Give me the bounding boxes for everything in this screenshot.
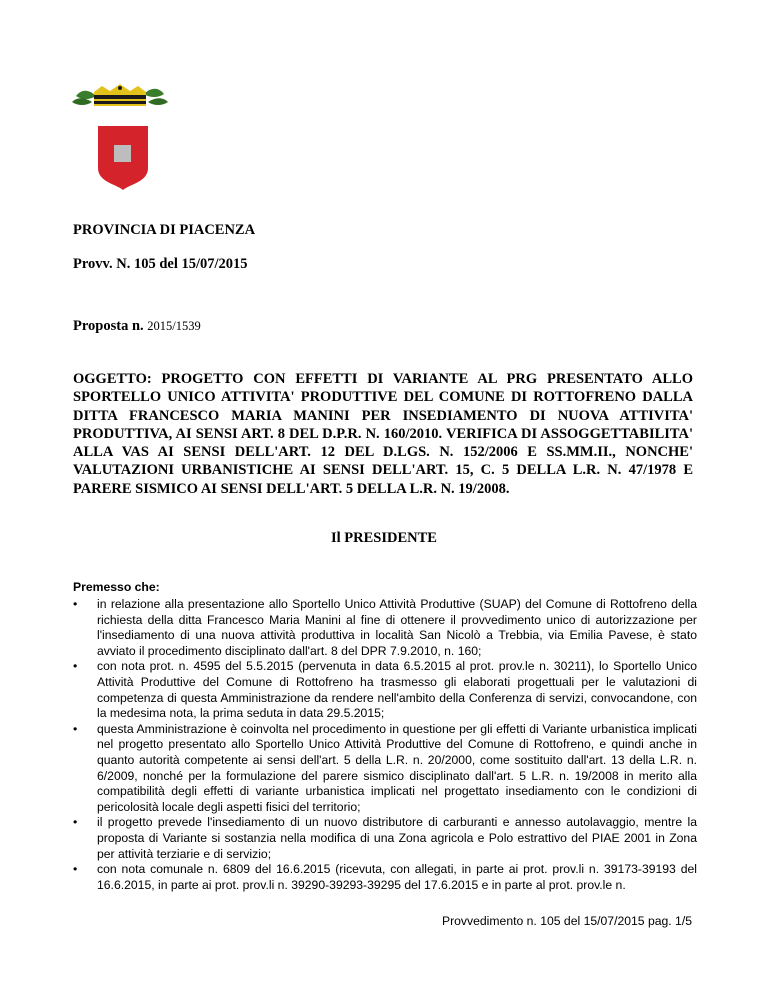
proposta-number: 2015/1539 [147, 319, 201, 333]
coat-of-arms-icon [72, 84, 168, 190]
bullet-icon: • [73, 862, 78, 877]
list-item [73, 659, 697, 721]
bullet-icon: • [73, 721, 78, 736]
list-item [73, 597, 697, 659]
province-name: PROVINCIA DI PIACENZA [73, 222, 256, 238]
list-item [73, 862, 697, 893]
oggetto-subject: OGGETTO: PROGETTO CON EFFETTI DI VARIANTE AL PRG PRESENTATO ALLO SPORTELLO UNICO ATTIVITA' PRODUTTIVE DEL COMUNE DI ROTTOFRENO DALLA DITTA FRANCESCO MARIA MANINI PER INSEDIAMENTO DI NUOVA ATTIVITA' PRODUTTIVA, AI SENSI ART. 8 DEL D.P.R. N. 160/2010. VERIFICA DI ASSOGGETTABILITA' ALLA VAS AI SENSI DELL'ART. 12 DEL D.LGS. N. 152/2006 E SS.MM.II., NONCHE' VALUTAZIONI URBANISTICHE AI SENSI DELL'ART. 15, C. 5 DELLA L.R. N. 47/1978 E PARERE SISMICO AI SENSI DELL'ART. 5 DELLA L.R. N. 19/2008. [73, 371, 693, 497]
list-item-text: questa Amministrazione è coinvolta nel procedimento in questione per gli effetti di Variante urbanistica implicati nel progetto presentato allo Sportello Unico Attività Produttive del Comune di Rottofreno, e quindi anche in quanto autorità competente ai sensi dell'art. 5 della L.R. n. 20/2000, come sostituito dall'art. 13 della L.R. n. 6/2009, nonché per la formulazione del parere sismico disciplinato dall'art. 5 L.R. n. 19/2008 in merito alla compatibilità degli effetti di variante urbanistica implicati nel progettato insediamento con le condizioni di pericolosità locale degli aspetti fisici del territorio; [97, 721, 697, 814]
list-item-text: con nota prot. n. 4595 del 5.5.2015 (pervenuta in data 6.5.2015 al prot. prov.le n. 30211), lo Sportello Unico Attività Produttive del Comune di Rottofreno ha trasmesso gli elaborati progettuali per le valutazioni di competenza di questa Amministrazione da rendere nell'ambito della Conferenza di servizi, convocandone, con la medesima nota, la prima seduta in data 29.5.2015; [97, 659, 697, 721]
page-footer: Provvedimento n. 105 del 15/07/2015 pag. 1/5 [441, 914, 692, 928]
list-item-text: il progetto prevede l'insediamento di un nuovo distributore di carburanti e annesso autolavaggio, mentre la proposta di Variante si sostanzia nella modifica di una Zona agricola e Polo estrattivo del PIAE 2001 in Zona per attività terziarie e di servizio; [97, 815, 697, 861]
list-item-text: con nota comunale n. 6809 del 16.6.2015 (ricevuta, con allegati, in parte ai prot. prov.li n. 39173-39193 del 16.6.2015, in parte ai prot. prov.li n. 39290-39293-39295 del 17.6.2015 e in parte al prot. prov.le n. [97, 862, 697, 892]
president-heading: Il PRESIDENTE [331, 530, 437, 546]
premesso-heading: Premesso che: [73, 580, 160, 594]
bullet-icon: • [73, 597, 78, 611]
list-item [73, 722, 697, 816]
proposta-line [73, 318, 201, 335]
bullet-icon: • [73, 815, 78, 830]
provvedimento-number: Provv. N. 105 del 15/07/2015 [73, 256, 248, 272]
list-item-text: in relazione alla presentazione allo Sportello Unico Attività Produttive (SUAP) del Comune di Rottofreno della richiesta della ditta Francesco Maria Manini al fine di ottenere il provvedimento unico di autorizzazione per l'insediamento di una nuova attività produttiva in località San Nicolò a Trebbia, via Emilia Pavese, è stato avviato il procedimento disciplinato dall'art. 8 del DPR 7.9.2010, n. 160; [97, 597, 697, 658]
proposta-label: Proposta n. [73, 318, 144, 334]
premesso-list [73, 597, 697, 893]
list-item [73, 815, 697, 862]
bullet-icon: • [73, 659, 78, 674]
